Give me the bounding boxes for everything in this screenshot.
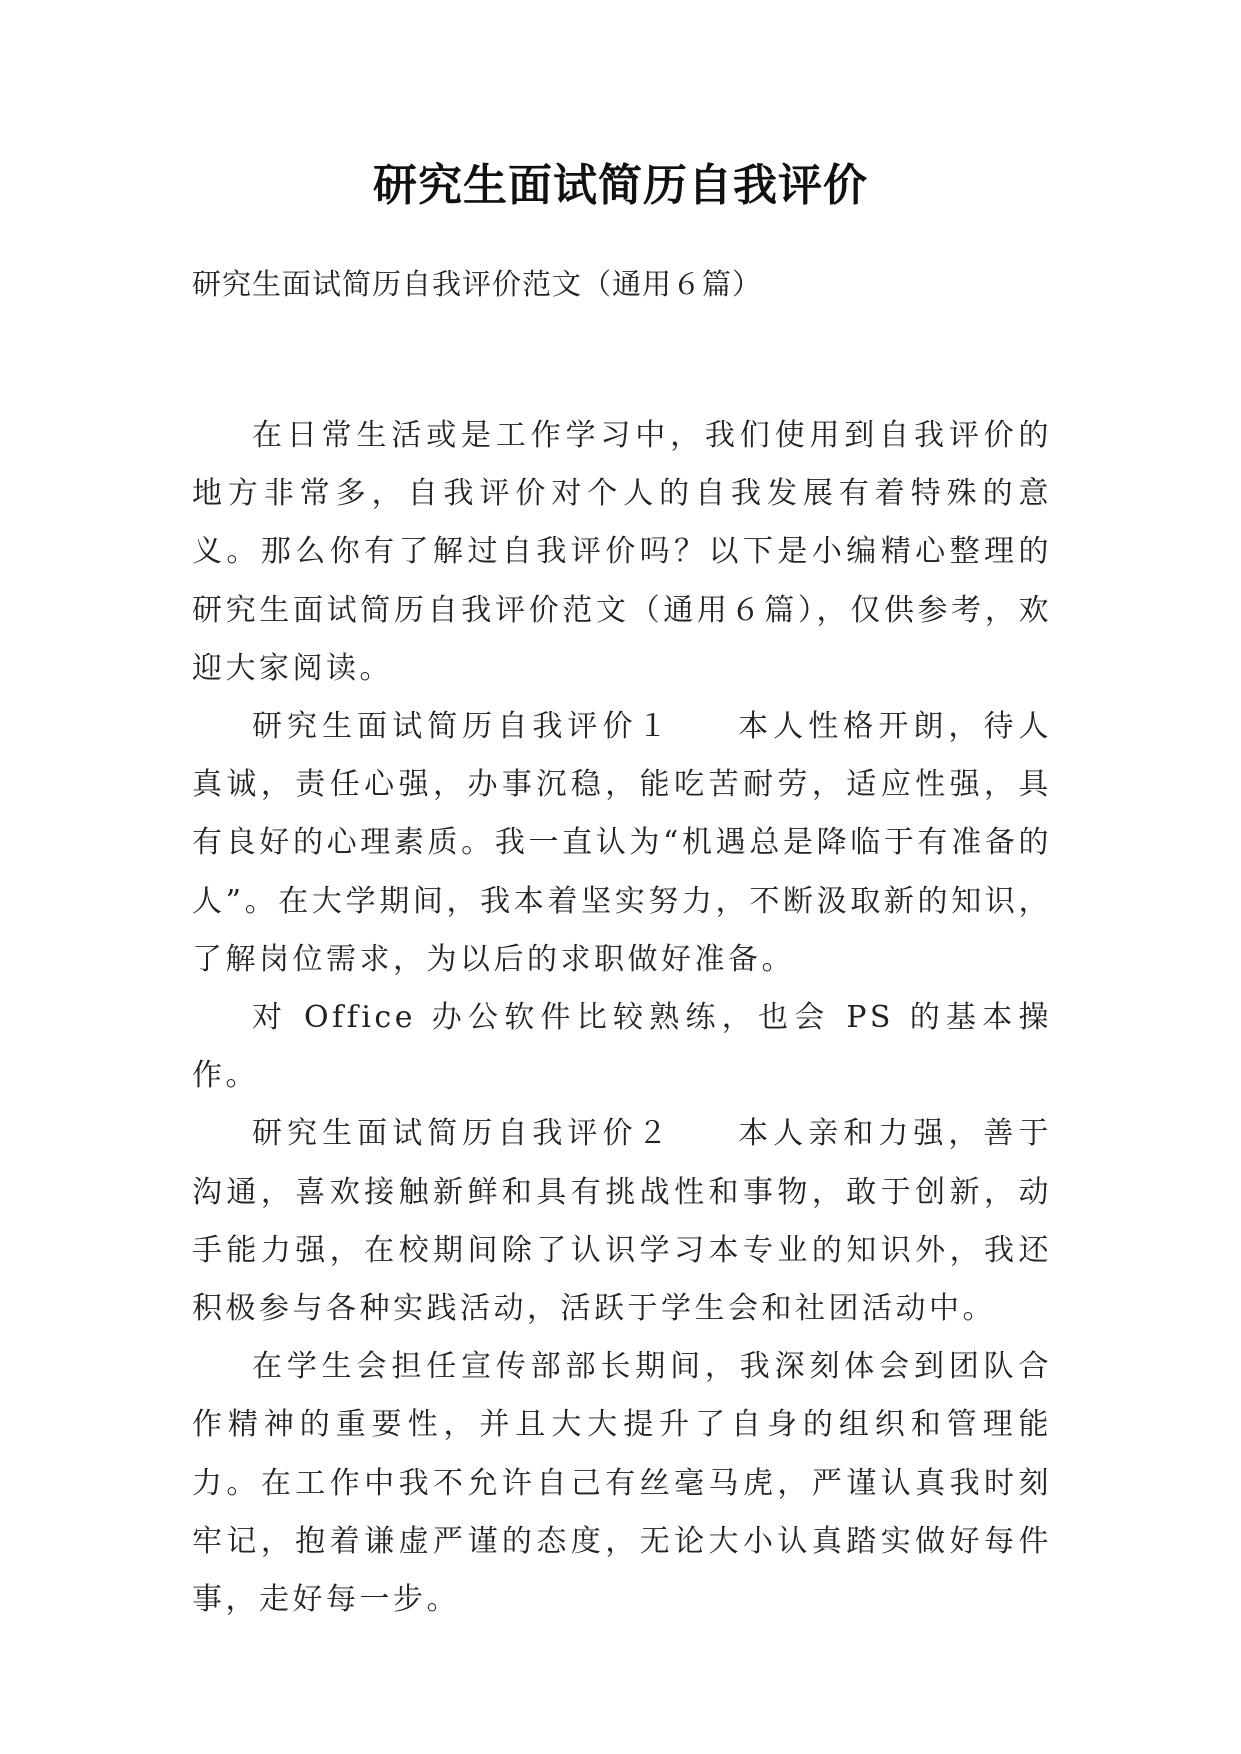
paragraph-text: 本人亲和力强，善于沟通，喜欢接触新鲜和具有挑战性和事物，敢于创新，动手能力强，在校期间除了认识学习本专业的知识外，我还积极参与各种实践活动，活跃于学生会和社团活动中。 [192,1116,1053,1327]
document-subtitle: 研究生面试简历自我评价范文（通用６篇） [192,267,763,301]
section-heading: 研究生面试简历自我评价１ [252,709,673,745]
paragraph-text: 在学生会担任宣传部部长期间，我深刻体会到团队合作精神的重要性，并且大大提升了自身的组织和管理能力。在工作中我不允许自己有丝毫马虎，严谨认真我时刻牢记，抱着谦虚严谨的态度，无论大小认真踏实做好每件事，走好每一步。 [192,1349,1052,1618]
document-body [192,407,1052,1629]
paragraph-text: 对 Office 办公软件比较熟练，也会 PS 的基本操作。 [192,1000,1052,1094]
office-skills-paragraph [192,989,1052,1105]
paragraph-text: 本人性格开朗，待人真诚，责任心强，办事沉稳，能吃苦耐劳，适应性强，具有良好的心理素质。我一直认为“机遇总是降临于有准备的人”。在大学期间，我本着坚实努力，不断汲取新的知识，了解岗位需求，为以后的求职做好准备。 [192,709,1053,977]
paragraph-text: 在日常生活或是工作学习中，我们使用到自我评价的地方非常多，自我评价对个人的自我发展有着特殊的意义。那么你有了解过自我评价吗？以下是小编精心整理的研究生面试简历自我评价范文（通用６篇），仅供参考，欢迎大家阅读。 [192,418,1052,686]
student-union-paragraph [192,1338,1052,1629]
intro-paragraph [192,407,1052,698]
evaluation-2-paragraph [192,1105,1052,1338]
section-heading: 研究生面试简历自我评价２ [252,1116,673,1152]
evaluation-1-paragraph [192,698,1052,989]
document-title: 研究生面试简历自我评价 [373,160,868,211]
